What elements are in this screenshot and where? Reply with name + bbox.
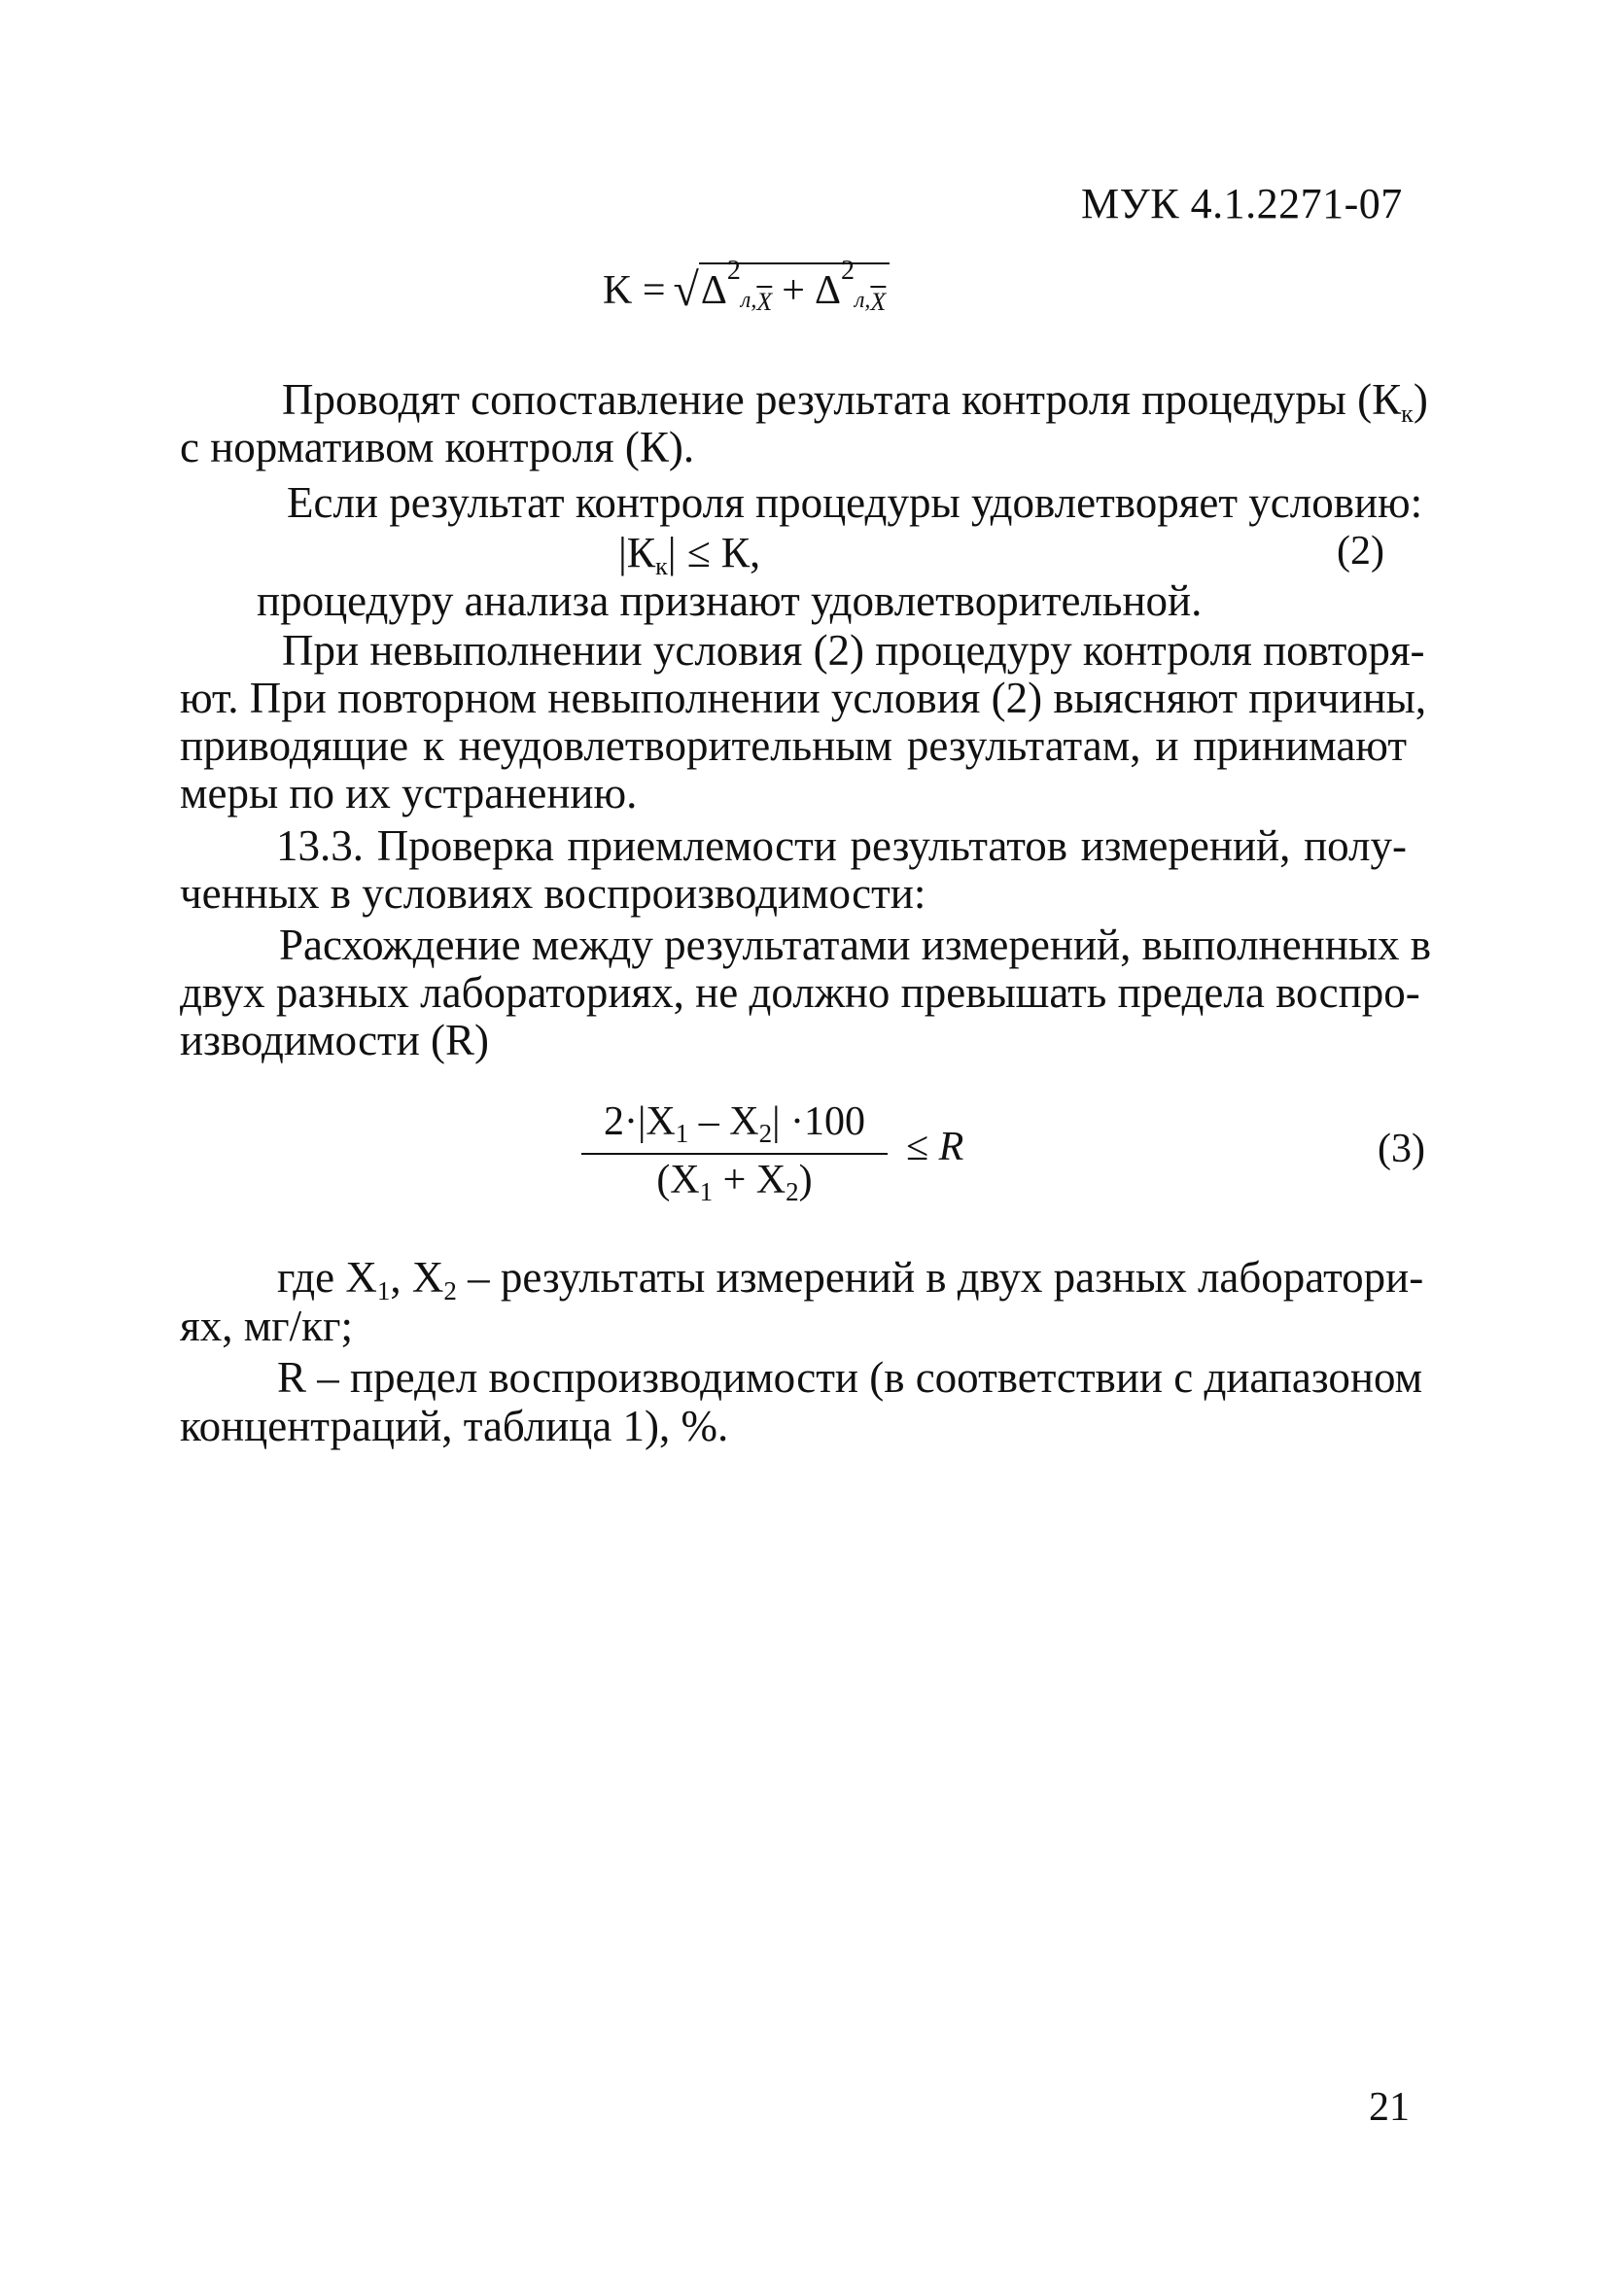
k-subscript: к [1401, 400, 1414, 428]
para2-line1: Если результат контроля процедуры удовлетворяет условию: [287, 478, 1423, 527]
equation-number-2: (2) [1337, 529, 1384, 574]
delta-1-xbar: $\overline{X}$ [756, 288, 773, 316]
sqrt-symbol: √ [673, 264, 699, 316]
fraction-bar [581, 1153, 888, 1155]
formula-lhs: K = [603, 268, 666, 313]
delta-2-subscript: л, [854, 288, 871, 313]
fraction-denominator: (X1 + X2) [656, 1158, 813, 1206]
formula-reproducibility [581, 1098, 888, 1207]
formula-k-norm [603, 256, 890, 316]
delta-1: Δ [700, 268, 727, 313]
radicand [699, 256, 890, 316]
fraction-numerator: 2·|X1 – X2| ·100 [604, 1099, 865, 1148]
para5-line2: двух разных лабораториях, не должно превышать предела воспро- [180, 968, 1420, 1017]
rdef-line2: концентраций, таблица 1), %. [180, 1402, 729, 1450]
section-13-3-line1: 13.3. Проверка приемлемости результатов измерений, полу- [276, 821, 1407, 870]
condition-k-subscript: к [655, 552, 668, 580]
plus-sign: + [782, 268, 805, 313]
para1-line2: с нормативом контроля (К). [180, 423, 695, 471]
delta-2-exponent: 2 [840, 256, 855, 286]
delta-2: Δ [814, 268, 841, 313]
para5-line3: изводимости (R) [180, 1016, 490, 1064]
para5-line1: Расхождение между результатами измерений, выполненных в [279, 921, 1432, 969]
para4-line4: меры по их устранению. [180, 769, 638, 818]
para4-line1: При невыполнении условия (2) процедуру контроля повторя- [282, 626, 1425, 675]
para4-line3: приводящие к неудовлетворительным результатам, и принимают [180, 721, 1407, 770]
delta-1-exponent: 2 [726, 256, 741, 286]
section-13-3-line2: ченных в условиях воспроизводимости: [180, 869, 926, 918]
equation-number-3: (3) [1378, 1127, 1425, 1171]
page-number: 21 [1369, 2085, 1410, 2130]
document-code: МУК 4.1.2271-07 [1081, 180, 1403, 227]
delta-2-xbar: $\overline{X}$ [870, 288, 887, 316]
delta-1-subscript: л, [740, 288, 757, 313]
rdef-line1: R – предел воспроизводимости (в соответствии с диапазоном [277, 1353, 1423, 1402]
para4-line2: ют. При повторном невыполнении условия (2) выясняют причины, [180, 674, 1427, 722]
formula-leq-r: ≤ R [906, 1125, 964, 1169]
where-line2: ях, мг/кг; [180, 1302, 353, 1350]
para1-line1: Проводят сопоставление результата контроля процедуры (Кк) [282, 375, 1428, 428]
para3-line1: процедуру анализа признают удовлетворительной. [257, 576, 1203, 625]
where-line1: где X1, X2 – результаты измерений в двух разных лаборатори- [277, 1253, 1424, 1305]
condition-2: |Кк| ≤ К, [618, 529, 761, 580]
